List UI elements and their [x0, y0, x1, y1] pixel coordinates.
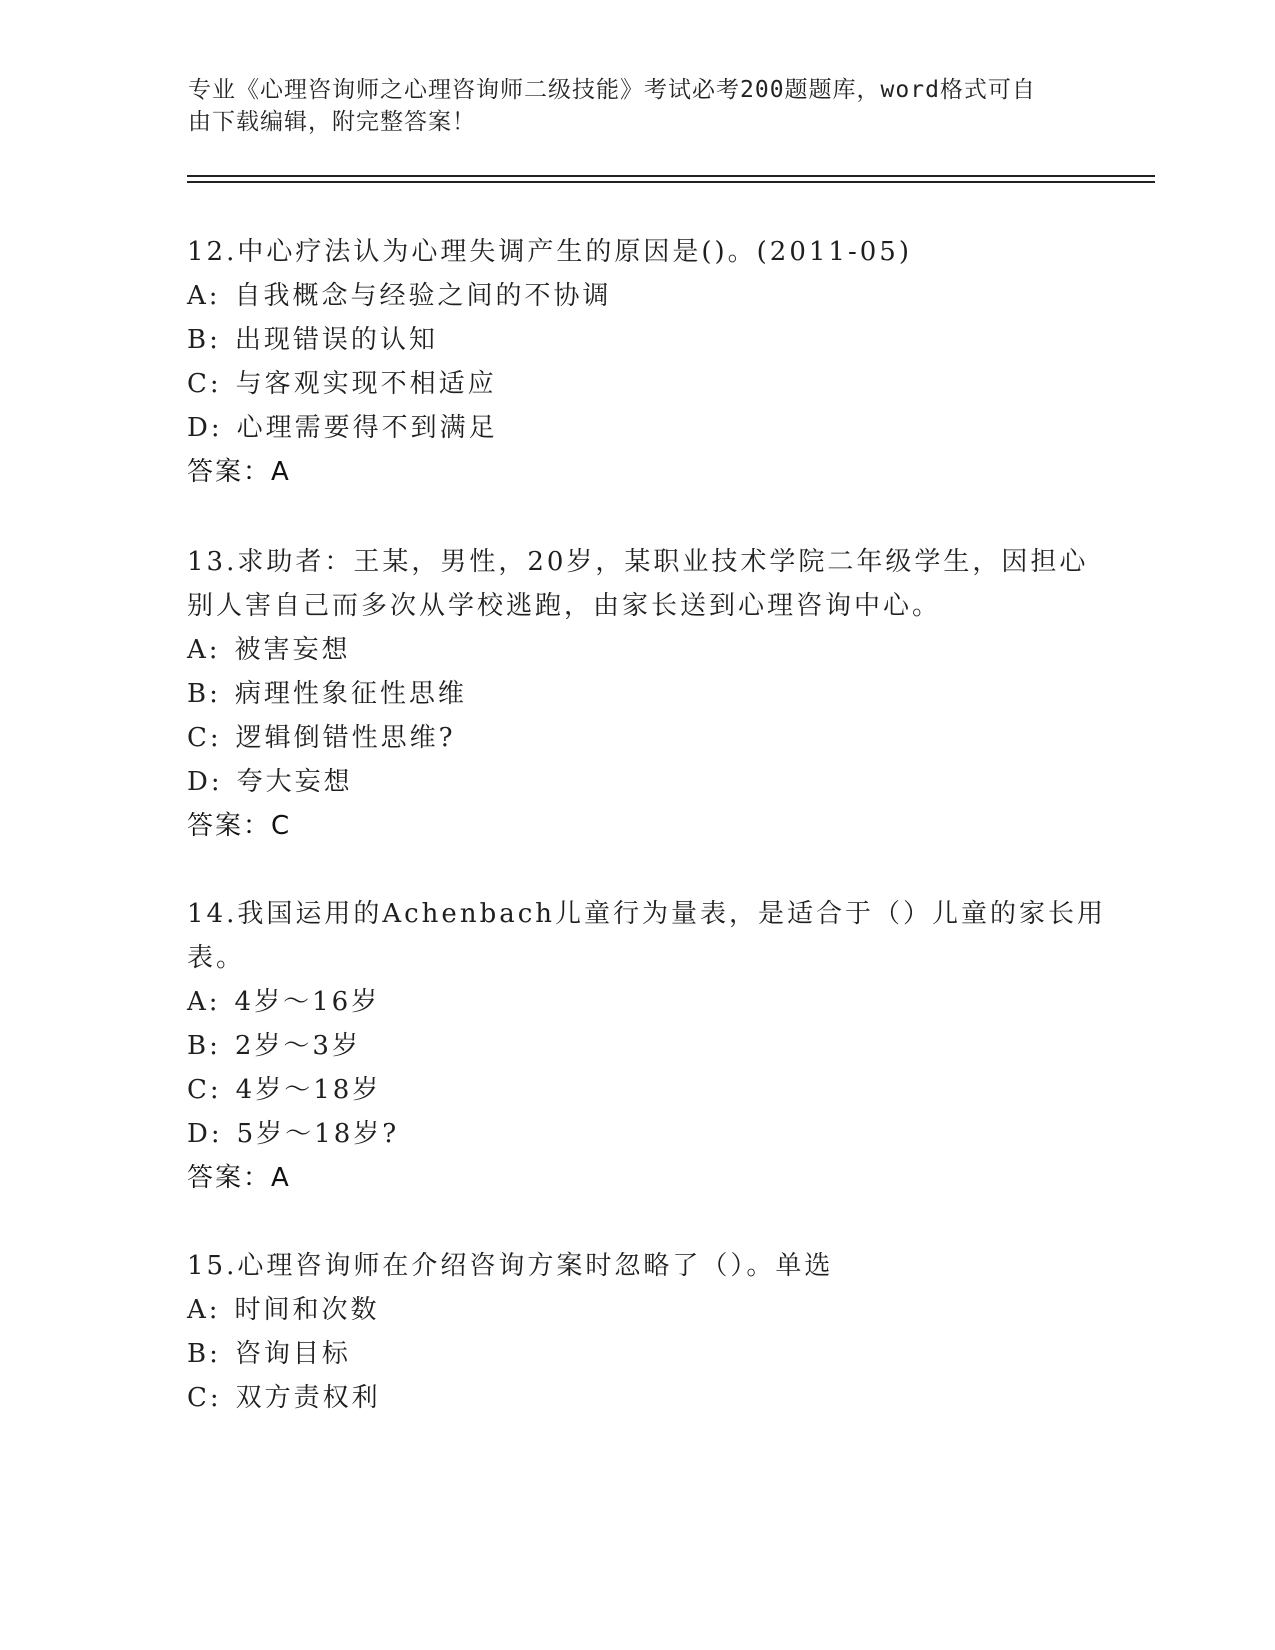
- question-13-option-a: [187, 634, 1087, 666]
- question-12-option-a: [187, 280, 1087, 312]
- option-text: 2岁～3岁: [234, 1031, 361, 1061]
- question-14-option-c: [187, 1074, 1087, 1106]
- question-14-option-d: [187, 1118, 1087, 1150]
- question-13-answer: 答案：C: [187, 811, 292, 841]
- question-14-stem-line-2: 表。: [187, 943, 246, 973]
- option-text: 被害妄想: [234, 635, 351, 665]
- option-text: 逻辑倒错性思维?: [235, 723, 456, 753]
- question-12-option-c: [187, 368, 1087, 400]
- question-12-option-d: [187, 412, 1087, 444]
- question-14-option-b: [187, 1030, 1087, 1062]
- question-15-option-b: [187, 1338, 1087, 1370]
- question-13-stem-line-1: 13.求助者：王某，男性，20岁，某职业技术学院二年级学生，因担心: [187, 547, 1089, 577]
- option-text: 病理性象征性思维: [234, 679, 467, 709]
- option-text: 心理需要得不到满足: [236, 413, 498, 443]
- option-letter: A:: [187, 987, 221, 1017]
- option-text: 咨询目标: [234, 1339, 351, 1369]
- option-text: 5岁～18岁?: [236, 1119, 400, 1149]
- question-13-stem-line-2: 别人害自己而多次从学校逃跑，由家长送到心理咨询中心。: [187, 591, 942, 621]
- option-letter: C:: [187, 1075, 222, 1105]
- option-text: 时间和次数: [234, 1295, 380, 1325]
- header-line-1: 专业《心理咨询师之心理咨询师二级技能》考试必考200题题库，word格式可自: [188, 77, 1036, 103]
- option-text: 出现错误的认知: [234, 325, 438, 355]
- option-text: 自我概念与经验之间的不协调: [234, 281, 612, 311]
- question-14-option-a: [187, 986, 1087, 1018]
- option-text: 双方责权利: [235, 1383, 381, 1413]
- option-letter: D:: [187, 767, 223, 797]
- document-header: [188, 74, 1088, 138]
- question-15-stem: 15.心理咨询师在介绍咨询方案时忽略了（）。单选: [187, 1251, 834, 1281]
- option-letter: D:: [187, 413, 223, 443]
- option-letter: C:: [187, 723, 222, 753]
- question-12-stem: 12.中心疗法认为心理失调产生的原因是()。(2011-05): [187, 237, 912, 267]
- question-14-answer: 答案：A: [187, 1163, 291, 1193]
- header-divider-top: [187, 175, 1155, 177]
- option-letter: B:: [187, 325, 221, 355]
- question-15-option-a: [187, 1294, 1087, 1326]
- question-13-option-c: [187, 722, 1087, 754]
- option-letter: A:: [187, 281, 221, 311]
- header-line-2: 由下载编辑，附完整答案！: [188, 109, 476, 135]
- option-letter: D:: [187, 1119, 223, 1149]
- question-14-stem-line-1: 14.我国运用的Achenbach儿童行为量表，是适合于（）儿童的家长用: [187, 899, 1107, 929]
- option-letter: B:: [187, 1339, 221, 1369]
- option-text: 夸大妄想: [236, 767, 353, 797]
- option-letter: B:: [187, 1031, 221, 1061]
- option-letter: C:: [187, 369, 222, 399]
- option-letter: A:: [187, 635, 221, 665]
- header-divider-bottom: [187, 181, 1155, 183]
- option-letter: A:: [187, 1295, 221, 1325]
- question-13-option-b: [187, 678, 1087, 710]
- question-12-option-b: [187, 324, 1087, 356]
- question-13-option-d: [187, 766, 1087, 798]
- option-text: 4岁～18岁: [235, 1075, 382, 1105]
- option-letter: C:: [187, 1383, 222, 1413]
- option-text: 与客观实现不相适应: [235, 369, 497, 399]
- question-12-answer: 答案：A: [187, 457, 291, 487]
- option-text: 4岁～16岁: [234, 987, 381, 1017]
- question-15-option-c: [187, 1382, 1087, 1414]
- option-letter: B:: [187, 679, 221, 709]
